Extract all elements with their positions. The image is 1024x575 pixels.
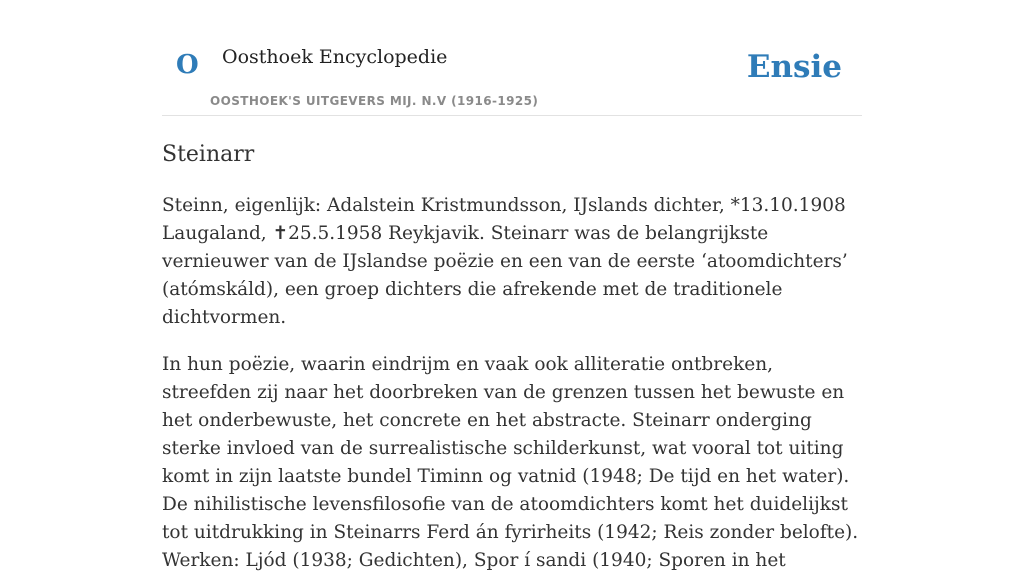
site-logo[interactable]: O xyxy=(176,50,199,80)
site-header xyxy=(162,0,862,116)
site-title-link[interactable]: Oosthoek Encyclopedie xyxy=(222,46,448,68)
publisher-subtitle: OOSTHOEK'S UITGEVERS MIJ. N.V (1916-1925) xyxy=(210,94,539,108)
article-paragraph: In hun poëzie, waarin eindrijm en vaak ook alliteratie ontbreken, streefden zij naar het doorbreken van de grenzen tussen het bewuste en het onderbewuste, het concrete en het abstracte. Steinarr onderging sterke invloed van de surrealistische schilderkunst, wat vooral tot uiting komt in zijn laatste bundel Timinn og vatnid (1948; De tijd en het water). De nihilistische levensfilosofie van de atoomdichters komt het duidelijkst tot uitdrukking in Steinarrs Ferd án fyrirheits (1942; Reis zonder belofte). Werken: Ljód (1938; Gedichten), Spor í sandi (1940; Sporen in het xyxy=(162,354,859,572)
ensie-brand-logo[interactable]: Ensie xyxy=(746,49,842,85)
article-paragraph: Steinn, eigenlijk: Adalstein Kristmundsson, IJslands dichter, *13.10.1908 Laugaland, ✝25.5.1958 Reykjavik. Steinarr was de belangrijkste vernieuwer van de IJslandse poëzie en een van de eerste ‘atoomdichters’ (atómskáld), een groep dichters die afrekende met de traditionele dichtvormen. xyxy=(162,195,848,329)
article-title: Steinarr xyxy=(162,142,255,167)
page-container xyxy=(162,0,862,575)
